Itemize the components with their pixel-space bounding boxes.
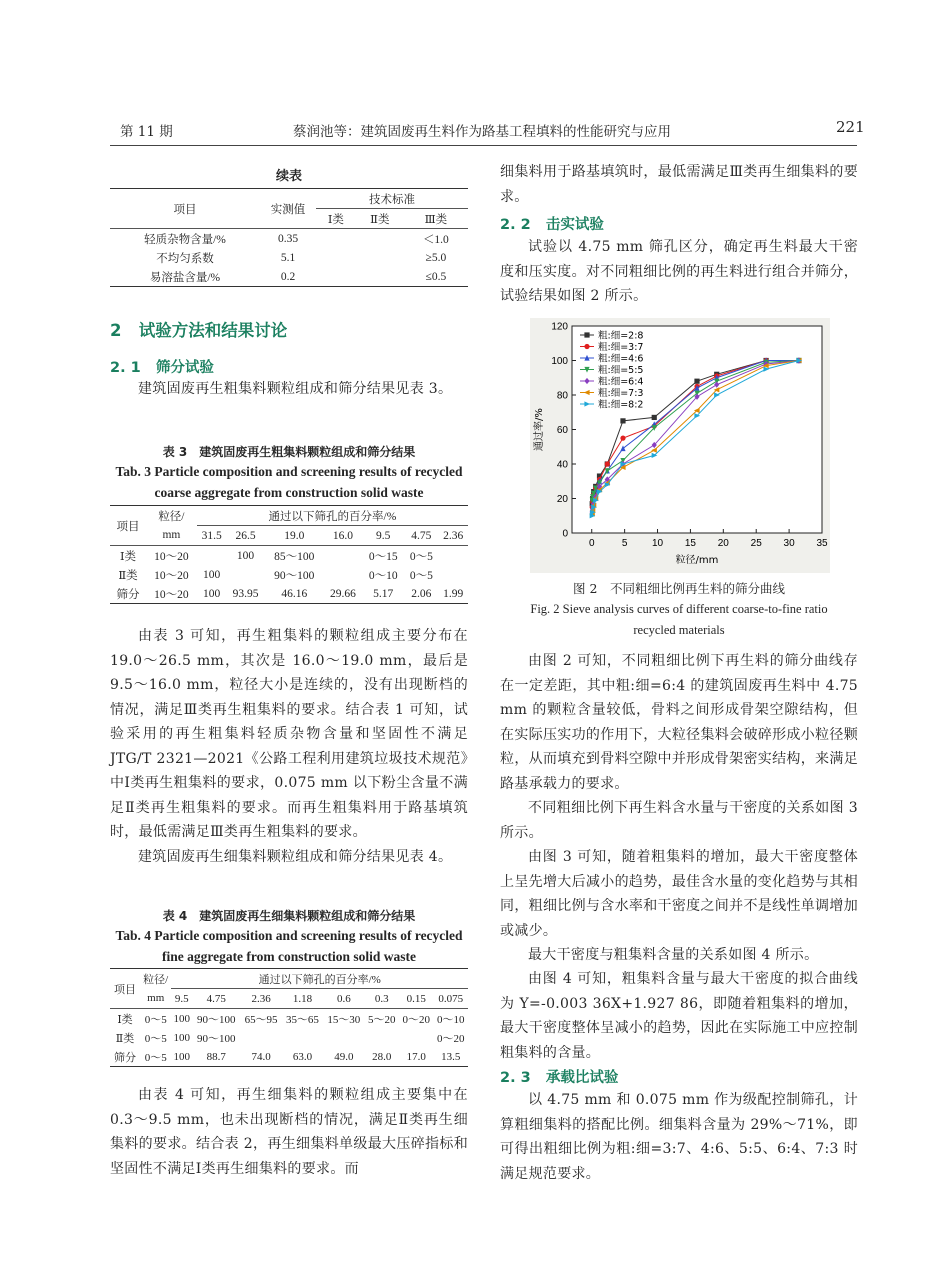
y-tick-label: 20 xyxy=(556,494,568,505)
x-tick-label: 5 xyxy=(621,538,628,549)
x-tick-label: 30 xyxy=(783,538,795,549)
data-point xyxy=(694,379,699,384)
table-row: 筛分 0～5 100 88.7 74.0 63.0 49.0 28.0 17.0 13.5 xyxy=(110,1047,468,1067)
data-point xyxy=(620,436,625,441)
table4-caption-cn: 表 4 建筑固废再生细集料颗粒组成和筛分结果 xyxy=(162,909,416,923)
table-row: Ⅰ类 10～20 100 85～100 0～15 0～5 xyxy=(119,549,433,563)
x-tick-label: 35 xyxy=(816,538,828,549)
paragraph: 试验以 4.75 mm 筛孔区分，确定再生料最大干密度和压实度。对不同粗细比例的再生料进行组合并筛分，试验结果如图 2 所示。 xyxy=(500,239,858,304)
legend-marker xyxy=(584,332,589,337)
paragraph: 由表 3 可知，再生粗集料的颗粒组成主要分布在 19.0～26.5 mm，其次是 16.0～19.0 mm，最后是 9.5～16.0 mm，粒径大小是连续的，没有出现断档的情况，满足Ⅲ类再生粗集料的要求。结合表 1 可知，试验采用的再生粗集料轻质杂物含量和坚固性不满足 JTG/T 2321—2021《公路工程利用建筑垃圾技术规范》中Ⅰ类再生粗集料的要求，0.075 mm 以下粉尘含量不满足Ⅱ类再生粗集料的要求。而再生粗集料用于路基填筑时，最低需满足Ⅲ类再生粗集料的要求。 xyxy=(110,628,468,840)
x-axis-label: 粒径/mm xyxy=(675,555,719,566)
paragraph: 细集料用于路基填筑时，最低需满足Ⅲ类再生细集料的要求。 xyxy=(500,164,858,205)
paragraph: 由图 3 可知，随着粗集料的增加，最大干密度整体上呈先增大后减小的趋势，最佳含水量的变化趋势与其相同，粗细比例与含水率和干密度之间并不是线性单调增加或减少。 xyxy=(500,849,858,939)
legend-label: 粗:细=5:5 xyxy=(598,365,644,376)
y-tick-label: 40 xyxy=(556,459,568,471)
th-c2: Ⅱ类 xyxy=(356,209,404,229)
paragraph: 由图 4 可知，粗集料含量与最大干密度的拟合曲线为 Y=-0.003 36X+1.927 86，即随着粗集料的增加，最大干密度整体呈减小的趋势，因此在实际施工中应控制粗集料的含量。 xyxy=(500,971,858,1061)
th-c1: Ⅰ类 xyxy=(316,209,356,229)
table-row: Ⅱ类 0～5 100 90～100 0～20 xyxy=(115,1031,465,1045)
paragraph: 建筑固废再生细集料颗粒组成和筛分结果见表 4。 xyxy=(138,849,453,865)
paragraph: 以 4.75 mm 和 0.075 mm 作为级配控制筛孔，计算粗细集料的搭配比例。细集料含量为 29%～71%，即可得出粗细比例为粗:细=3:7、4:6、5:5、6:4、7:3 时满足规范要求。 xyxy=(500,1092,858,1182)
running-title: 蔡润池等：建筑固废再生料作为路基工程填料的性能研究与应用 xyxy=(293,124,671,140)
figure2-caption-cn: 图 2 不同粗细比例再生料的筛分曲线 xyxy=(573,581,785,596)
section-2-heading: 2 试验方法和结果讨论 xyxy=(110,321,288,340)
section-2-2-heading: 2. 2 击实试验 xyxy=(500,217,604,233)
section-2-3-heading: 2. 3 承载比试验 xyxy=(500,1070,619,1086)
table-row: 筛分 10～20 100 93.95 46.16 29.66 5.17 2.06 1.99 xyxy=(110,584,468,604)
table-row: 轻质杂物含量/% 0.35 ＜1.0 xyxy=(144,232,449,246)
paragraph: 最大干密度与粗集料含量的关系如图 4 所示。 xyxy=(528,947,819,963)
th-item: 项目 xyxy=(110,189,260,229)
legend-label: 粗:细=3:7 xyxy=(598,342,644,353)
figure2-caption-en: Fig. 2 Sieve analysis curves of different coarse-to-fine ratio recycled materials xyxy=(530,602,828,637)
table-row: Ⅱ类 10～20 100 90～100 0～10 0～5 xyxy=(118,568,433,582)
legend-label: 粗:细=7:3 xyxy=(598,388,644,399)
x-tick-label: 0 xyxy=(588,538,595,549)
legend-label: 粗:细=8:2 xyxy=(598,399,644,411)
sieve-curve-chart xyxy=(530,318,830,573)
section-2-1-heading: 2. 1 筛分试验 xyxy=(110,360,214,376)
y-tick-label: 80 xyxy=(556,390,568,402)
data-point xyxy=(652,415,657,420)
y-tick-label: 0 xyxy=(562,528,568,540)
x-tick-label: 20 xyxy=(717,538,729,549)
table-row: Ⅰ类 0～5 100 90～100 65～95 35～65 15～30 5～20 0～20 0～10 xyxy=(117,1012,465,1026)
table3-caption-en: Tab. 3 Particle composition and screening results of recycled coarse aggregate from construction solid waste xyxy=(115,464,463,500)
legend-label: 粗:细=4:6 xyxy=(598,353,644,365)
y-tick-label: 60 xyxy=(556,425,568,436)
th-measured: 实测值 xyxy=(260,189,316,229)
data-point xyxy=(620,418,625,423)
table-cont-title: 续表 xyxy=(275,169,302,184)
table-3: 项目 粒径/ 通过以下筛孔的百分率/% mm 31.5 26.5 19.0 16.0 9.5 4.75 2.36 Ⅰ类 10～20 100 85～100 0～15 0～5 Ⅱ类 10～20 100 90～100 0～10 0～5 筛分 10～20 100 93.95 46.16 29.66 5.17 2.06 1.99 xyxy=(110,505,468,604)
paragraph: 建筑固废再生粗集料颗粒组成和筛分结果见表 3。 xyxy=(138,381,453,397)
table3-caption-cn: 表 3 建筑固废再生粗集料颗粒组成和筛分结果 xyxy=(162,445,416,459)
page-number: 221 xyxy=(836,118,865,136)
th-std: 技术标准 xyxy=(316,189,468,209)
table4-caption-en: Tab. 4 Particle composition and screening results of recycled fine aggregate from construction solid waste xyxy=(115,928,463,964)
y-tick-label: 120 xyxy=(551,321,568,333)
x-tick-label: 15 xyxy=(684,538,696,549)
legend-label: 粗:细=2:8 xyxy=(598,330,644,342)
y-tick-label: 100 xyxy=(551,356,568,367)
paragraph: 由图 2 可知，不同粗细比例下再生料的筛分曲线存在一定差距，其中粗:细=6:4 的建筑固废再生料中 4.75 mm 的颗粒含量较低，骨料之间形成骨架空隙结构，但在实际压实功的作用下，大粒径集料会破碎形成小粒径颗粒，从而填充到骨料空隙中并形成骨架密实结构，来满足路基承载力的要求。 xyxy=(500,653,858,792)
x-tick-label: 25 xyxy=(750,538,762,549)
table-row: 易溶盐含量/% 0.2 ≤0.5 xyxy=(110,267,468,287)
paragraph: 由表 4 可知，再生细集料的颗粒组成主要集中在 0.3～9.5 mm，也未出现断档的情况，满足Ⅱ类再生细集料的要求。结合表 2，再生细集料单级最大压碎指标和坚固性不满足Ⅰ类再生细集料的要求。而 xyxy=(110,1087,468,1177)
table-4: 项目 粒径/ 通过以下筛孔的百分率/% mm 9.5 4.75 2.36 1.18 0.6 0.3 0.15 0.075 Ⅰ类 0～5 100 90～100 65～95 35～65 15～30 5～20 0～20 0～10 Ⅱ类 0～5 100 90～100 0～20 筛分 0～5 100 88.7 74.0 63.0 49.0 28.0 17.0 13.5 xyxy=(110,968,468,1067)
x-tick-label: 10 xyxy=(651,538,664,549)
table-continued xyxy=(110,188,468,287)
y-axis-label: 通过率/% xyxy=(534,408,545,451)
journal-issue: 第 11 期 xyxy=(120,124,173,140)
th-c3: Ⅲ类 xyxy=(404,209,468,229)
table-row: 不均匀系数 5.1 ≥5.0 xyxy=(156,251,447,265)
paragraph: 不同粗细比例下再生料含水量与干密度的关系如图 3 所示。 xyxy=(500,800,858,841)
legend-label: 粗:细=6:4 xyxy=(598,376,644,388)
data-point xyxy=(605,461,610,466)
header-rule xyxy=(110,145,857,146)
legend-marker xyxy=(584,344,589,349)
